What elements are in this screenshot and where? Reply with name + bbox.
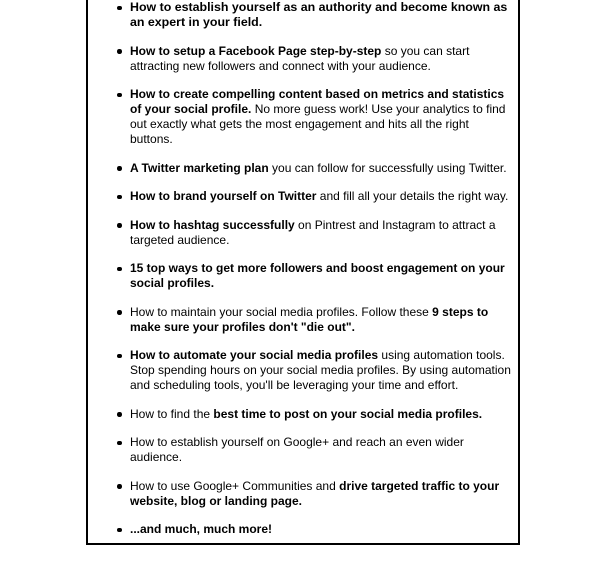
list-item-bold-text: How to automate your social media profiles <box>130 348 379 362</box>
list-item-text: and fill all your details the right way. <box>316 189 509 203</box>
list-item <box>114 218 514 248</box>
list-item-text: on Pintrest and Instagram to attract a targeted audience. <box>130 217 496 247</box>
list-item-text: How to find the <box>130 406 214 421</box>
list-item-bold-text: best time to post on your social media profiles. <box>213 406 483 421</box>
list-item-bold-text: A Twitter marketing plan <box>130 160 269 175</box>
list-item <box>114 0 514 30</box>
list-item-text: using automation tools. Stop spending hours on your social media profiles. By using automation and scheduling tools, you'll be leveraging your time and effort. <box>130 348 511 392</box>
list-item <box>114 87 514 147</box>
list-item-bold-text: How to setup a Facebook Page step-by-step <box>130 43 382 58</box>
list-item-text: How to establish yourself on Google+ and reach an even wider audience. <box>130 435 464 464</box>
list-item-text: No more guess work! Use your analytics to find out exactly what gets the most engagement and hits all the right buttons. <box>130 102 506 146</box>
list-item <box>114 305 514 335</box>
list-item-bold-text: How to hashtag successfully <box>130 217 295 232</box>
list-item <box>114 189 514 204</box>
list-item-bold-text: How to establish yourself as an authority and become known as an expert in your field. <box>130 0 508 29</box>
list-item-bold-text: 15 top ways to get more followers and boost engagement on your social profiles. <box>130 261 505 290</box>
list-item <box>114 407 514 422</box>
feature-bullet-list <box>114 0 514 551</box>
list-item-bold-text: How to create compelling content based on metrics and statistics of your social profile. <box>130 87 505 116</box>
list-item-bold-text: How to brand yourself on Twitter <box>130 189 317 203</box>
list-item <box>114 522 514 537</box>
list-item <box>114 161 514 176</box>
list-item-text: so you can start attracting new followers and connect with your audience. <box>130 43 470 73</box>
content-panel <box>86 0 520 545</box>
list-item-bold-text: drive targeted traffic to your website, blog or landing page. <box>130 478 500 508</box>
list-item <box>114 44 514 74</box>
list-item <box>114 261 514 291</box>
list-item <box>114 435 514 465</box>
list-item-bold-text: 9 steps to make sure your profiles don't "die out". <box>130 304 489 334</box>
list-item-text: How to maintain your social media profiles. Follow these <box>130 304 433 319</box>
list-item-text: How to use Google+ Communities and <box>130 478 340 493</box>
list-item-text: you can follow for successfully using Twitter. <box>268 160 507 175</box>
list-item <box>114 479 514 509</box>
list-item-bold-text: ...and much, much more! <box>130 522 273 536</box>
list-item <box>114 348 514 393</box>
